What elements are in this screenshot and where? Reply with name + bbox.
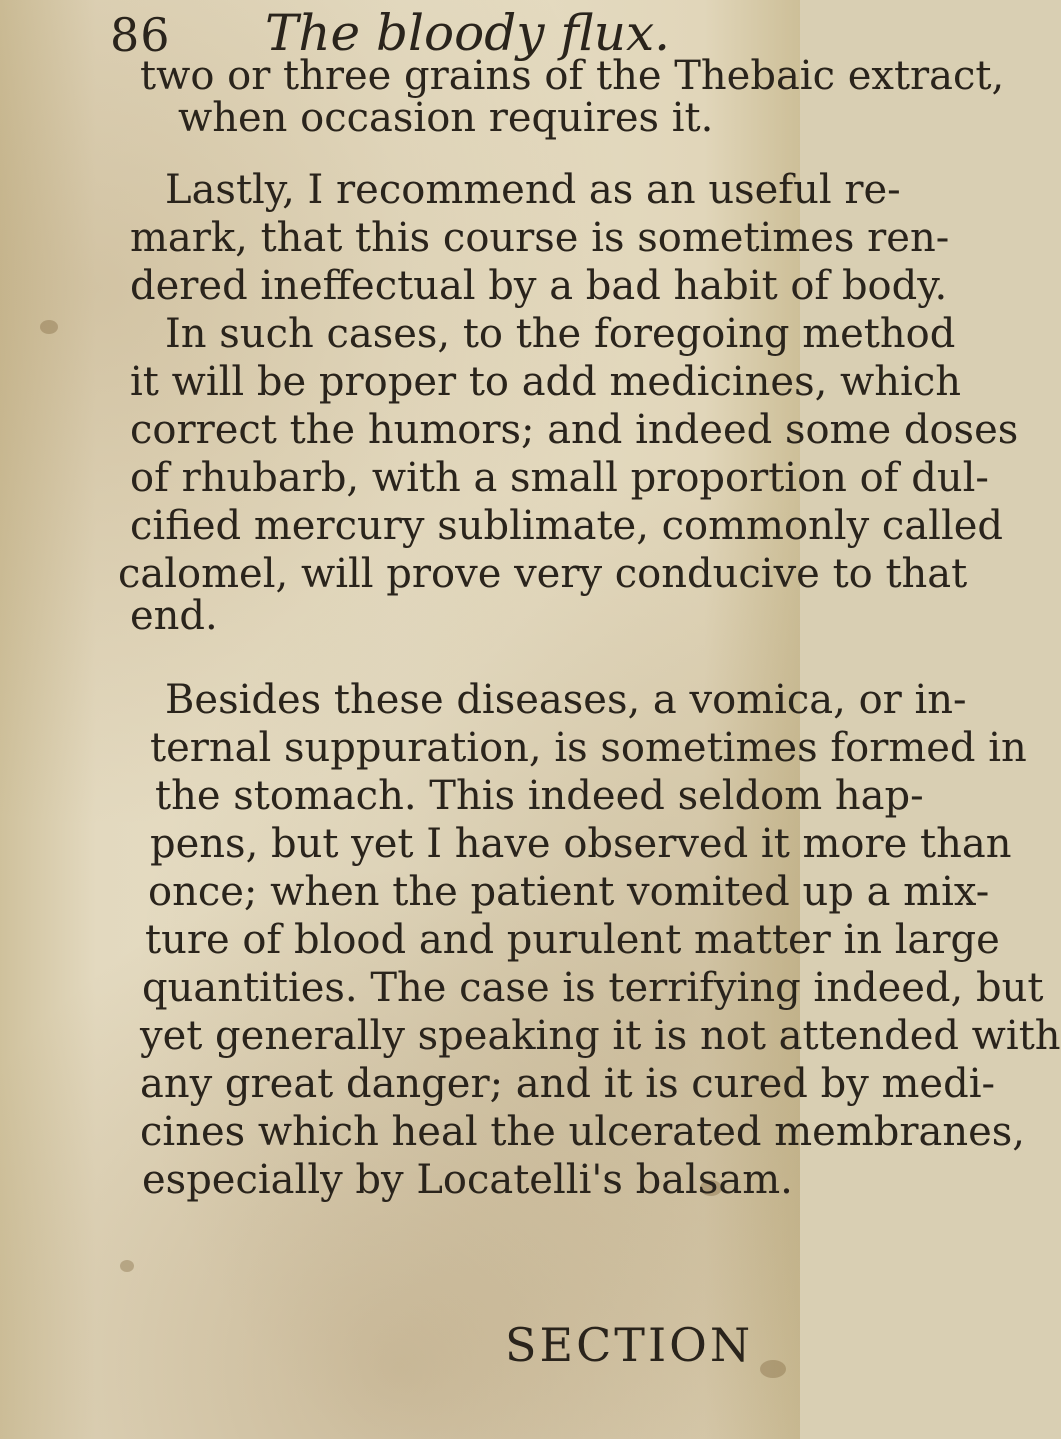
page-header <box>110 0 770 60</box>
text-line: calomel, will prove very conducive to that <box>118 551 968 597</box>
foxing-spot <box>760 1360 786 1378</box>
text-line: correct the humors; and indeed some doses <box>130 407 1019 453</box>
text-line: when occasion requires it. <box>178 95 714 141</box>
catchword: SECTION <box>505 1318 754 1372</box>
running-head: The bloody flux. <box>265 4 671 62</box>
text-line: cified mercury sublimate, commonly called <box>130 503 1004 549</box>
text-line: once; when the patient vomited up a mix- <box>148 869 990 915</box>
text-line: yet generally speaking it is not attended with <box>140 1013 1061 1059</box>
text-line: In such cases, to the foregoing method <box>165 311 956 357</box>
text-line: end. <box>130 593 218 639</box>
text-line: it will be proper to add medicines, which <box>130 359 962 405</box>
text-line: Besides these diseases, a vomica, or in- <box>165 677 967 723</box>
text-line: pens, but yet I have observed it more than <box>150 821 1012 867</box>
text-line: ternal suppuration, is sometimes formed in <box>150 725 1027 771</box>
foxing-spot <box>40 320 58 334</box>
text-line: the stomach. This indeed seldom hap- <box>155 773 924 819</box>
text-line: ture of blood and purulent matter in large <box>145 917 1000 963</box>
text-line: especially by Locatelli's balsam. <box>142 1157 793 1203</box>
page-number: 86 <box>110 8 171 62</box>
text-line: dered ineffectual by a bad habit of body. <box>130 263 948 309</box>
foxing-spot <box>120 1260 134 1272</box>
text-line: any great danger; and it is cured by medi- <box>140 1061 996 1107</box>
text-line: two or three grains of the Thebaic extract, <box>140 53 1005 99</box>
text-line: quantities. The case is terrifying indeed, but <box>142 965 1044 1011</box>
text-line: cines which heal the ulcerated membranes, <box>140 1109 1025 1155</box>
text-line: of rhubarb, with a small proportion of dul- <box>130 455 989 501</box>
text-line: mark, that this course is sometimes ren- <box>130 215 950 261</box>
text-line: Lastly, I recommend as an useful re- <box>165 167 901 213</box>
